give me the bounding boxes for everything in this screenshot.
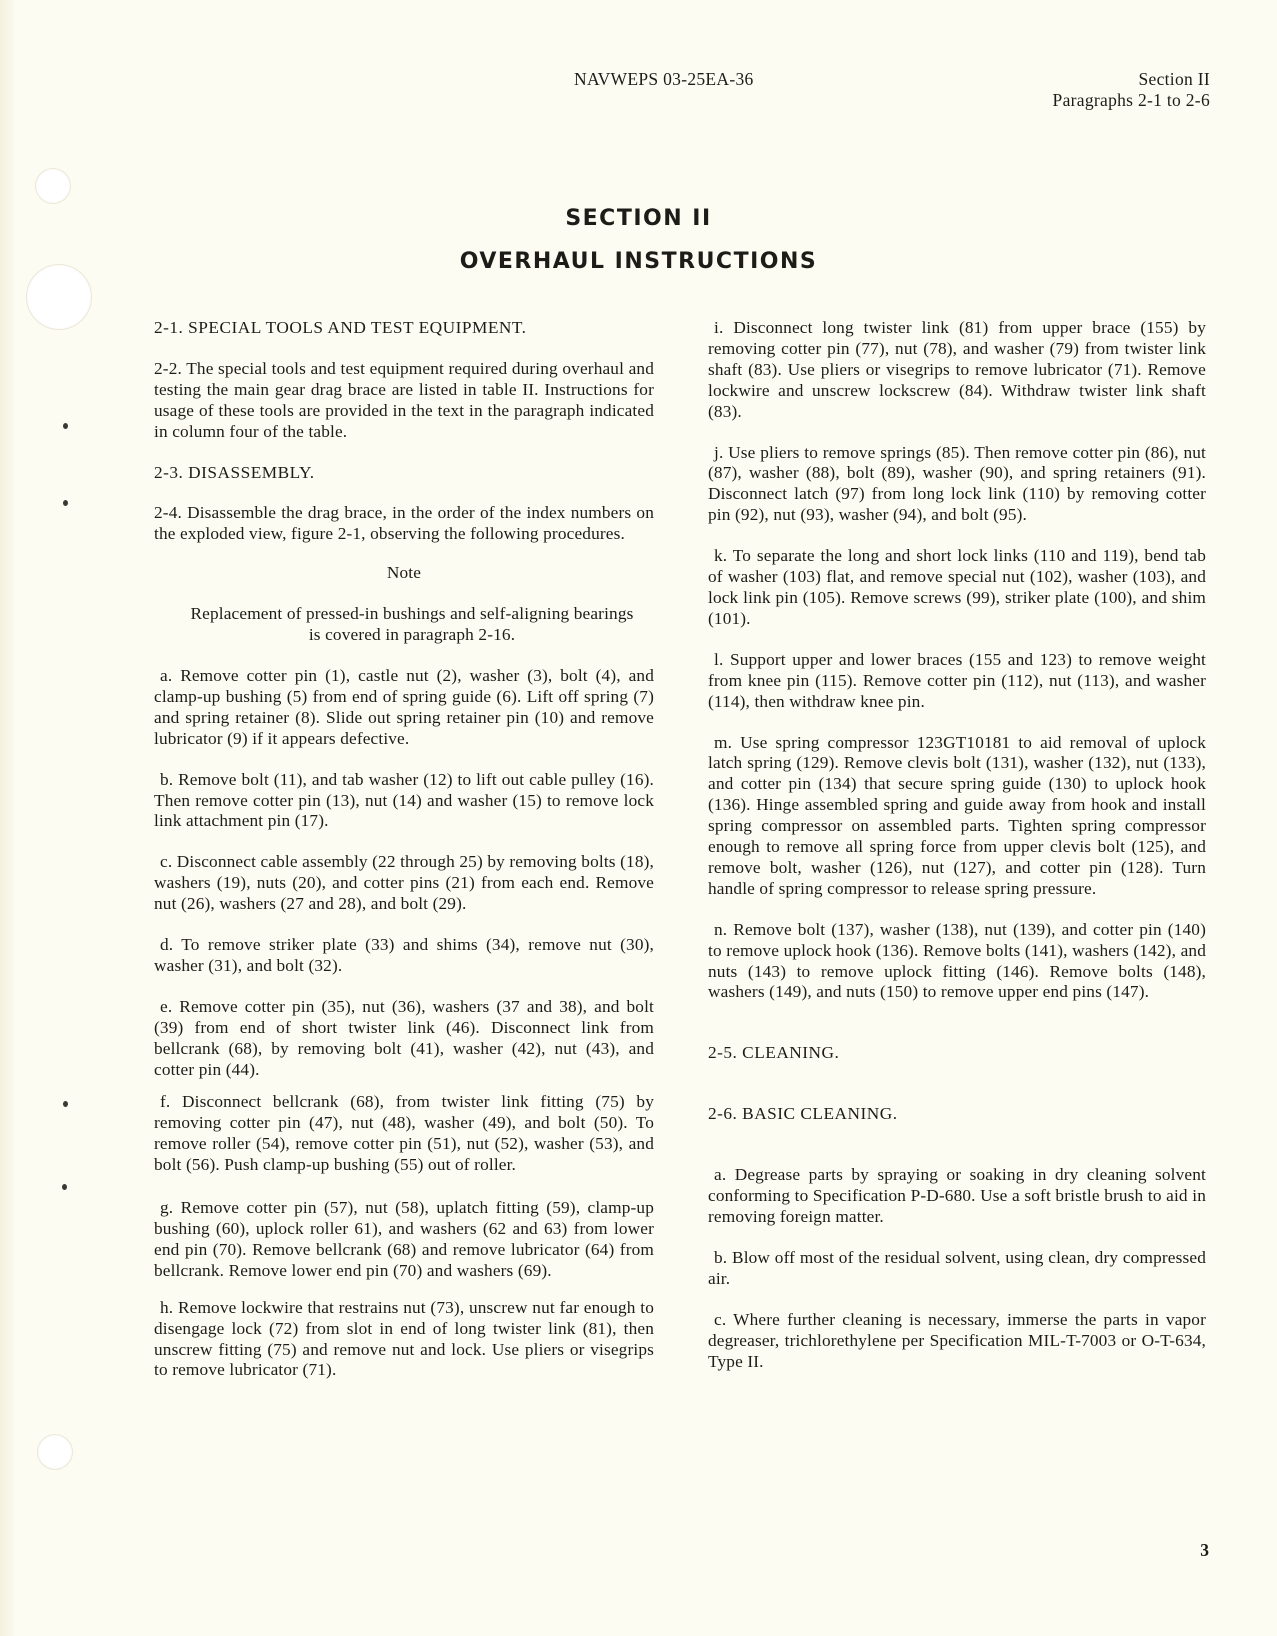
page-edge — [0, 0, 14, 1636]
item-text: Use pliers to remove springs (85). Then remove cotter pin (86), nut (87), washer (88), bolt (89), washer (90), and spring retainers (91). Disconnect latch (97) from long lock link (110) by removing cotter pin (92), nut (93), washer (94), and bolt (95). — [708, 442, 1206, 525]
item-text: Remove cotter pin (1), castle nut (2), washer (3), bolt (4), and clamp-up bushing (5) from end of spring guide (6). Lift off spring (7) and spring retainer (8). Slide out spring retainer pin (10) and remove lubricator (9) if it appears defective. — [154, 665, 654, 748]
list-item-f — [154, 1092, 654, 1176]
cleaning-item-b — [708, 1248, 1206, 1290]
item-letter: d. — [160, 935, 174, 955]
item-text: Support upper and lower braces (155 and 123) to remove weight from knee pin (115). Remove cotter pin (112), nut (113), and washer (114), then withdraw knee pin. — [708, 649, 1206, 711]
item-letter: h. — [160, 1297, 174, 1317]
item-letter: a. — [160, 665, 173, 685]
item-letter: f. — [160, 1092, 171, 1112]
list-item-b — [154, 770, 654, 833]
item-letter: l. — [714, 649, 724, 669]
item-text: Remove cotter pin (35), nut (36), washers (37 and 38), and bolt (39) from end of short twister link (46). Disconnect link from bellcrank (68), by removing bolt (41), washer (42), nut (43), and cotter pin (44). — [154, 996, 654, 1079]
item-letter: k. — [714, 546, 728, 566]
item-text: Remove lockwire that restrains nut (73), unscrew nut far enough to disengage lock (72) from slot in end of long twister link (81), then unscrew fitting (75) and remove nut and lock. Use pliers or visegrips to remove lubricator (71). — [154, 1297, 654, 1380]
list-item-a — [154, 666, 654, 750]
item-text: Remove cotter pin (57), nut (58), uplatch fitting (59), clamp-up bushing (60), uplock roller 61), and washers (62 and 63) from lower end pin (70). Remove bellcrank (68) and remove lubricator (64) from bellcrank. Remove lower end pin (70) and washers (69). — [154, 1198, 654, 1280]
item-letter: c. — [714, 1309, 727, 1329]
item-text: To separate the long and short lock links (110 and 119), bend tab of washer (103) flat, and remove special nut (102), washer (103), and lock link pin (105). Remove screws (99), striker plate (100), and shim (101). — [708, 546, 1206, 628]
list-item-e — [154, 997, 654, 1081]
item-letter: e. — [160, 996, 173, 1016]
item-letter: b. — [160, 769, 174, 789]
punch-hole — [35, 168, 71, 204]
item-letter: i. — [714, 318, 724, 337]
paragraph-2-4: 2-4. Disassemble the drag brace, in the order of the index numbers on the exploded view, figure 2-1, observing the following procedures. — [154, 503, 654, 544]
left-column — [154, 318, 654, 1381]
paragraph-heading-2-5: 2-5. CLEANING. — [708, 1043, 840, 1063]
list-item-m — [708, 733, 1206, 900]
list-item-i — [708, 318, 1206, 423]
paragraph-heading-2-3: 2-3. DISASSEMBLY. — [154, 462, 315, 482]
section-title: SECTION II — [565, 206, 712, 231]
document-number: NAVWEPS 03-25EA-36 — [574, 69, 754, 89]
item-text: Use spring compressor 123GT10181 to aid removal of uplock latch spring (129). Remove clevis bolt (131), washer (132), nut (133), and cotter pin (134) that secure spring guide (130) to uplock hook (136). Hinge assembled spring and guide away from hook and install spring compressor on assembled parts. Tighten spring compressor enough to remove all spring force from upper clevis bolt (125), and remove bolt, washer (126), nut (127), and cotter pin (128). Turn handle of spring compressor to release spring pressure. — [708, 732, 1206, 898]
paragraph-heading-2-6: 2-6. BASIC CLEANING. — [708, 1104, 898, 1124]
list-item-n — [708, 920, 1206, 1004]
item-text: Disconnect bellcrank (68), from twister link fitting (75) by removing cotter pin (47), nut (48), washer (49), and bolt (50). To remove roller (54), remove cotter pin (51), nut (52), washer (53), and bolt (56). Push clamp-up bushing (55) out of roller. — [154, 1092, 654, 1175]
note-text: Replacement of pressed-in bushings and self-aligning bearings is covered in paragraph 2-16. — [190, 604, 634, 645]
right-column — [708, 318, 1206, 1372]
item-text: Remove bolt (11), and tab washer (12) to lift out cable pulley (16). Then remove cotter pin (13), nut (14) and washer (15) to remove lock link attachment pin (17). — [154, 769, 654, 831]
item-letter: c. — [160, 852, 173, 872]
margin-mark — [62, 1184, 67, 1190]
item-text: Blow off most of the residual solvent, using clean, dry compressed air. — [708, 1247, 1206, 1288]
list-item-l — [708, 650, 1206, 713]
paragraph-heading-2-1: 2-1. SPECIAL TOOLS AND TEST EQUIPMENT. — [154, 318, 527, 337]
item-text: To remove striker plate (33) and shims (34), remove nut (30), washer (31), and bolt (32). — [154, 935, 654, 975]
item-text: Disconnect long twister link (81) from upper brace (155) by removing cotter pin (77), nut (78), and washer (79) from twister link shaft (83). Use pliers or visegrips to remove lubricator (71). Remove lockwire and unscrew lockscrew (84). Withdraw twister link shaft (83). — [708, 318, 1206, 421]
punch-hole — [37, 1434, 73, 1470]
margin-mark — [63, 500, 68, 506]
list-item-k — [708, 546, 1206, 630]
cleaning-item-c — [708, 1310, 1206, 1373]
running-header — [1053, 69, 1210, 111]
item-letter: m. — [714, 732, 733, 752]
item-letter: n. — [714, 919, 728, 939]
item-letter: b. — [714, 1247, 728, 1267]
item-text: Degrease parts by spraying or soaking in dry cleaning solvent conforming to Specification P-D-680. Use a soft bristle brush to aid in removing foreign matter. — [708, 1165, 1206, 1226]
list-item-d — [154, 935, 654, 977]
item-letter: j. — [714, 442, 724, 462]
list-item-j — [708, 443, 1206, 527]
list-item-c — [154, 852, 654, 915]
page-number: 3 — [1200, 1540, 1209, 1560]
header-paragraphs: Paragraphs 2-1 to 2-6 — [1052, 90, 1210, 110]
margin-mark — [63, 423, 68, 429]
paragraph-2-2: 2-2. The special tools and test equipment required during overhaul and testing the main gear drag brace are listed in table II. Instructions for usage of these tools are provided in the text in the paragraph indicated in column four of the table. — [154, 358, 654, 441]
list-item-g — [154, 1198, 654, 1282]
list-item-h — [154, 1298, 654, 1382]
note-label: Note — [386, 563, 422, 583]
item-letter: g. — [160, 1198, 174, 1218]
item-text: Where further cleaning is necessary, immerse the parts in vapor degreaser, trichlorethylene per Specification MIL-T-7003 or O-T-634, Type II. — [708, 1309, 1206, 1371]
item-text: Remove bolt (137), washer (138), nut (139), and cotter pin (140) to remove uplock hook (136). Remove bolts (141), washers (142), and nuts (143) to remove uplock fitting (146). Remove bolts (148), washers (149), and nuts (150) to remove upper end pins (147). — [708, 919, 1206, 1002]
margin-mark — [63, 1101, 68, 1107]
section-subtitle: OVERHAUL INSTRUCTIONS — [459, 249, 818, 274]
item-text: Disconnect cable assembly (22 through 25) by removing bolts (18), washers (19), nuts (20), and cotter pins (21) from each end. Remove nut (26), washers (27 and 28), and bolt (29). — [154, 852, 654, 914]
header-section: Section II — [1138, 69, 1210, 89]
item-letter: a. — [714, 1165, 727, 1185]
cleaning-item-a — [708, 1165, 1206, 1228]
